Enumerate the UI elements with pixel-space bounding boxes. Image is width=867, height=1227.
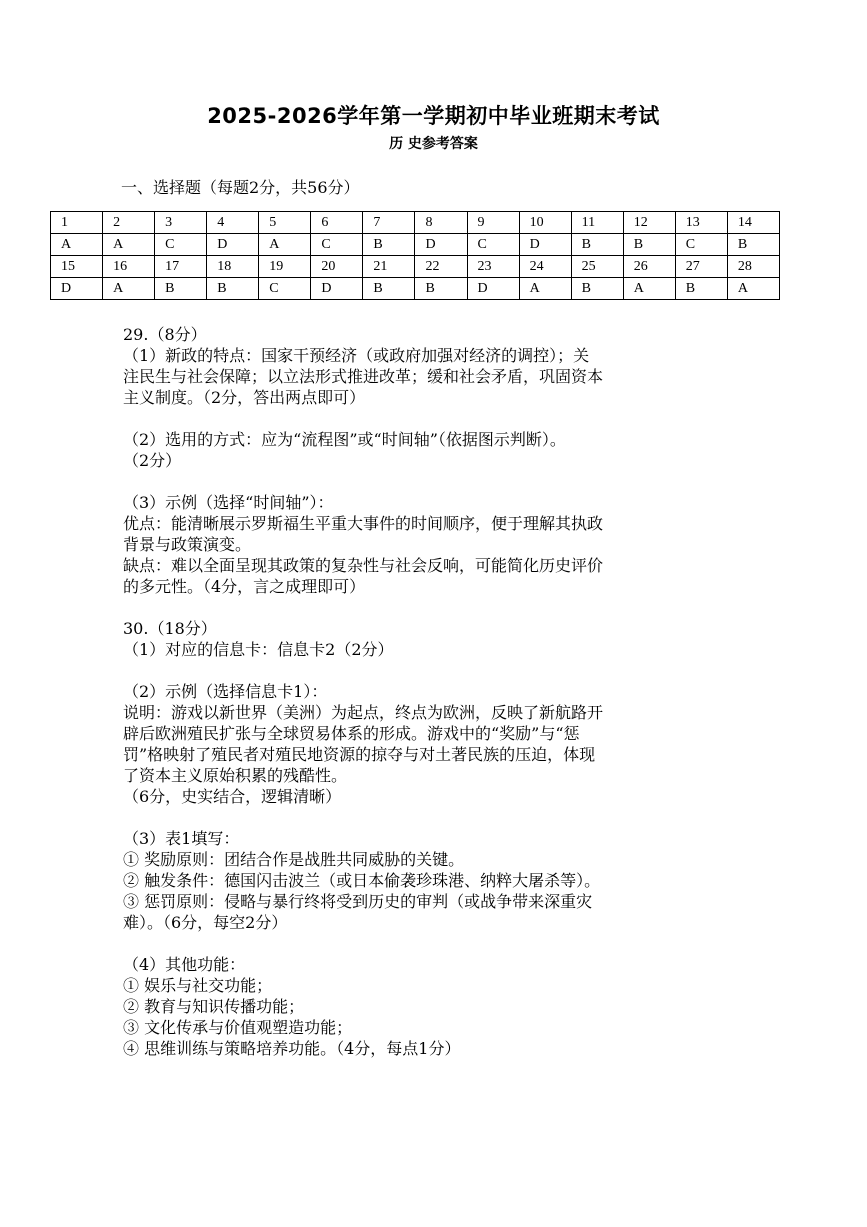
text-line: （3）示例（选择“时间轴”）： [123,493,334,512]
text-line: 的多元性。（4分，言之成理即可） [123,577,366,596]
table-cell: 17 [155,256,207,278]
text-line: （2）示例（选择信息卡1）： [123,682,328,701]
table-cell: 13 [675,212,727,234]
table-cell: 8 [415,212,467,234]
answer-table [50,211,780,300]
blank-line [123,660,743,681]
text-line: 难）。（6分，每空2分） [123,913,288,932]
text-line: （6分，史实结合，逻辑清晰） [123,787,342,806]
page-title: 2025-2026学年第一学期初中毕业班期末考试 [207,104,660,128]
text-line: ① 奖励原则：团结合作是战胜共同威胁的关键。 [123,850,465,869]
table-cell: 20 [311,256,363,278]
blank-line [123,933,743,954]
table-cell: B [415,278,467,300]
text-line: 29.（8分） [123,325,207,344]
table-cell: 18 [207,256,259,278]
blank-line [123,597,743,618]
table-cell: B [727,234,779,256]
text-line: ③ 文化传承与价值观塑造功能； [123,1018,353,1037]
text-line: 缺点：难以全面呈现其政策的复杂性与社会反响，可能简化历史评价 [123,556,604,575]
section-heading-choice: 一、选择题（每题2分，共56分） [121,178,360,197]
text-line: （2分） [123,451,182,470]
text-line: 说明：游戏以新世界（美洲）为起点，终点为欧洲，反映了新航路开 [123,703,604,722]
table-row [51,278,780,300]
table-cell: 10 [519,212,571,234]
text-line: （2）选用的方式：应为“流程图”或“时间轴”（依据图示判断）。 [123,430,566,449]
text-line: 背景与政策演变。 [123,535,252,554]
table-cell: 14 [727,212,779,234]
text-line: ④ 思维训练与策略培养功能。（4分，每点1分） [123,1039,461,1058]
blank-line [123,807,743,828]
table-cell: C [467,234,519,256]
table-cell: C [311,234,363,256]
table-cell: D [207,234,259,256]
table-cell: 27 [675,256,727,278]
table-cell: A [519,278,571,300]
table-cell: A [103,278,155,300]
text-line: 罚”格映射了殖民者对殖民地资源的掠夺与对土著民族的压迫，体现 [123,745,596,764]
blank-line [123,408,743,429]
table-cell: 6 [311,212,363,234]
table-cell: 11 [571,212,623,234]
table-cell: 28 [727,256,779,278]
table-cell: B [363,234,415,256]
table-cell: 5 [259,212,311,234]
text-line: 注民生与社会保障；以立法形式推进改革；缓和社会矛盾，巩固资本 [123,367,604,386]
table-cell: A [727,278,779,300]
text-line: 优点：能清晰展示罗斯福生平重大事件的时间顺序，便于理解其执政 [123,514,604,533]
text-line: ② 触发条件：德国闪击波兰（或日本偷袭珍珠港、纳粹大屠杀等）。 [123,871,601,890]
table-cell: C [259,278,311,300]
table-cell: 3 [155,212,207,234]
table-cell: A [259,234,311,256]
table-cell: 15 [51,256,103,278]
table-cell: B [675,278,727,300]
text-line: （1）对应的信息卡：信息卡2（2分） [123,640,394,659]
table-cell: 22 [415,256,467,278]
table-cell: D [311,278,363,300]
text-line: （1）新政的特点：国家干预经济（或政府加强对经济的调控）；关 [123,346,590,365]
table-cell: B [571,234,623,256]
table-cell: 1 [51,212,103,234]
text-line: ② 教育与知识传播功能； [123,997,305,1016]
table-cell: B [207,278,259,300]
table-cell: 26 [623,256,675,278]
table-cell: 16 [103,256,155,278]
page-subtitle: 历 史参考答案 [389,136,478,152]
table-cell: D [467,278,519,300]
table-cell: B [623,234,675,256]
table-cell: D [51,278,103,300]
table-cell: 12 [623,212,675,234]
table-cell: A [51,234,103,256]
table-cell: C [675,234,727,256]
table-cell: 24 [519,256,571,278]
table-cell: 19 [259,256,311,278]
text-line: 30.（18分） [123,619,217,638]
table-cell: 25 [571,256,623,278]
blank-line [123,471,743,492]
table-cell: 2 [103,212,155,234]
table-cell: D [415,234,467,256]
table-row [51,212,780,234]
table-cell: A [103,234,155,256]
table-cell: D [519,234,571,256]
table-cell: 9 [467,212,519,234]
table-cell: 21 [363,256,415,278]
table-row [51,234,780,256]
text-line: ① 娱乐与社交功能； [123,976,273,995]
text-line: （3）表1填写： [123,829,240,848]
table-cell: B [571,278,623,300]
text-line: （4）其他功能： [123,955,246,974]
table-cell: C [155,234,207,256]
answer-body [123,324,743,1059]
text-line: 辟后欧洲殖民扩张与全球贸易体系的形成。游戏中的“奖励”与“惩 [123,724,580,743]
table-cell: A [623,278,675,300]
table-cell: B [155,278,207,300]
table-cell: 7 [363,212,415,234]
text-line: 主义制度。（2分，答出两点即可） [123,388,366,407]
text-line: ③ 惩罚原则：侵略与暴行终将受到历史的审判（或战争带来深重灾 [123,892,593,911]
table-cell: 23 [467,256,519,278]
table-row [51,256,780,278]
text-line: 了资本主义原始积累的残酷性。 [123,766,348,785]
table-cell: B [363,278,415,300]
table-cell: 4 [207,212,259,234]
